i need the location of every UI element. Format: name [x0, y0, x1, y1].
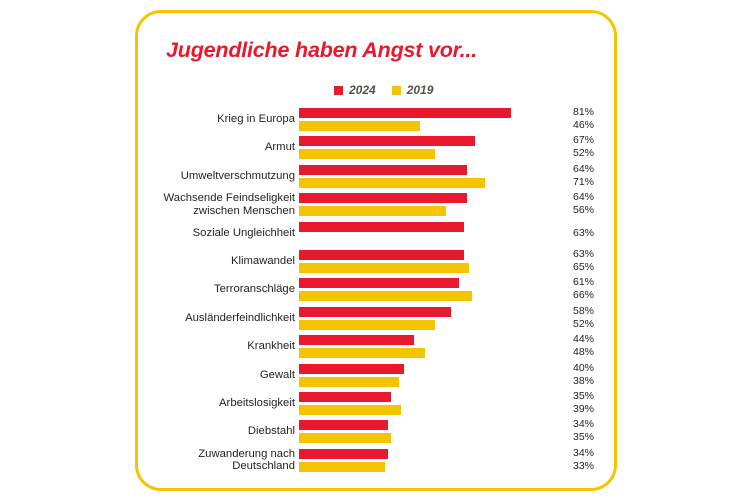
category-label: Zuwanderung nach Deutschland [198, 447, 295, 473]
legend-swatch-2019 [392, 86, 401, 95]
value-label-2019: 52% [572, 317, 594, 330]
value-label-2019: 66% [572, 289, 594, 302]
bar-2019 [299, 433, 391, 443]
value-labels [558, 390, 594, 416]
chart-row [138, 275, 614, 305]
bar-group [299, 332, 425, 358]
bar-group [299, 133, 475, 159]
category-label: Terroranschläge [213, 283, 295, 296]
value-label-2024: 58% [572, 304, 594, 317]
value-label-2024: 61% [572, 276, 594, 289]
value-labels [558, 191, 594, 217]
value-labels [558, 227, 594, 240]
bar-2019 [299, 178, 485, 188]
bar-2024 [299, 193, 467, 203]
chart-row [138, 332, 614, 362]
value-label-2024: 64% [572, 162, 594, 175]
value-label-2024: 81% [572, 106, 594, 118]
value-label-2019: 38% [572, 374, 594, 387]
chart-frame [135, 10, 617, 491]
value-labels [558, 106, 594, 132]
value-label-2024: 44% [572, 333, 594, 346]
category-label: Diebstahl [247, 425, 295, 438]
category-label: Klimawandel [230, 255, 295, 267]
category-label: Umweltverschmutzung [180, 169, 295, 182]
value-labels [558, 276, 594, 302]
category-label: Arbeitslosigkeit [219, 397, 295, 409]
chart-legend [334, 83, 433, 97]
bar-group [299, 304, 451, 330]
value-label-2024: 34% [572, 418, 594, 431]
chart-row [138, 190, 614, 220]
legend-item-2024 [334, 83, 376, 97]
bar-2024 [299, 420, 388, 430]
value-labels [558, 362, 594, 388]
value-label-2019: 35% [572, 431, 594, 444]
value-label-2019: 33% [572, 459, 594, 472]
category-label: Wachsende Feindseligkeit zwischen Menschen [163, 192, 295, 217]
bar-2024 [299, 278, 459, 288]
value-labels [558, 305, 594, 331]
category-label: Soziale Ungleichheit [192, 226, 295, 239]
bar-group [299, 361, 404, 387]
bar-2024 [299, 136, 475, 146]
chart-row [138, 446, 614, 476]
bar-group [299, 417, 391, 443]
bar-group [299, 275, 472, 301]
chart-row [138, 133, 614, 163]
category-label: Armut [264, 141, 295, 154]
bar-group [299, 190, 467, 216]
bar-2024 [299, 108, 511, 118]
bar-group [299, 162, 485, 188]
bar-group [299, 219, 464, 232]
value-labels [558, 163, 594, 189]
bar-2019 [299, 377, 399, 387]
chart-title: Jugendliche haben Angst vor... [166, 38, 477, 62]
bar-group [299, 105, 511, 131]
legend-swatch-2024 [334, 86, 343, 95]
category-label: Krankheit [247, 340, 295, 353]
bar-2024 [299, 222, 464, 232]
bar-group [299, 446, 388, 472]
bar-group [299, 247, 469, 273]
value-label-2024: 35% [572, 390, 594, 402]
chart-plot-area [138, 105, 614, 475]
value-label-2019: 46% [572, 119, 594, 131]
legend-label-2024: 2024 [349, 83, 376, 97]
bar-2024 [299, 335, 414, 345]
bar-2019 [299, 206, 446, 216]
category-label: Krieg in Europa [217, 113, 295, 125]
value-label-2019: 48% [572, 346, 594, 359]
chart-row [138, 361, 614, 391]
bar-2024 [299, 250, 464, 260]
value-label-2024: 64% [572, 191, 594, 204]
value-labels [558, 418, 594, 444]
bar-2019 [299, 462, 385, 472]
value-label-2019: 39% [572, 403, 594, 415]
bar-2019 [299, 348, 425, 358]
value-labels [558, 447, 594, 473]
chart-row [138, 219, 614, 249]
value-labels [558, 134, 594, 160]
value-label-2019: 65% [572, 261, 594, 273]
bar-2019 [299, 263, 469, 273]
bar-2019 [299, 121, 420, 131]
bar-2024 [299, 307, 451, 317]
category-label: Ausländerfeindlichkeit [185, 311, 295, 324]
value-label-2024: 40% [572, 361, 594, 374]
bar-2019 [299, 320, 435, 330]
chart-row [138, 162, 614, 192]
bar-2019 [299, 291, 472, 301]
value-label-2024: 63% [572, 226, 594, 239]
chart-row [138, 247, 614, 277]
legend-label-2019: 2019 [406, 83, 434, 97]
chart-row [138, 304, 614, 334]
bar-2024 [299, 449, 388, 459]
value-label-2024: 34% [572, 446, 594, 459]
legend-item-2019 [392, 83, 434, 97]
value-labels [558, 333, 594, 359]
bar-2024 [299, 364, 404, 374]
category-label: Gewalt [259, 368, 295, 381]
value-label-2019: 52% [572, 147, 594, 160]
bar-group [299, 389, 401, 415]
value-label-2024: 67% [572, 134, 594, 147]
chart-row [138, 105, 614, 135]
value-labels [558, 248, 594, 274]
chart-row [138, 389, 614, 419]
value-label-2019: 56% [572, 204, 594, 217]
value-label-2019: 71% [572, 175, 594, 188]
bar-2019 [299, 149, 435, 159]
bar-2019 [299, 405, 401, 415]
bar-2024 [299, 165, 467, 175]
bar-2024 [299, 392, 391, 402]
value-label-2024: 63% [572, 248, 594, 260]
chart-row [138, 417, 614, 447]
